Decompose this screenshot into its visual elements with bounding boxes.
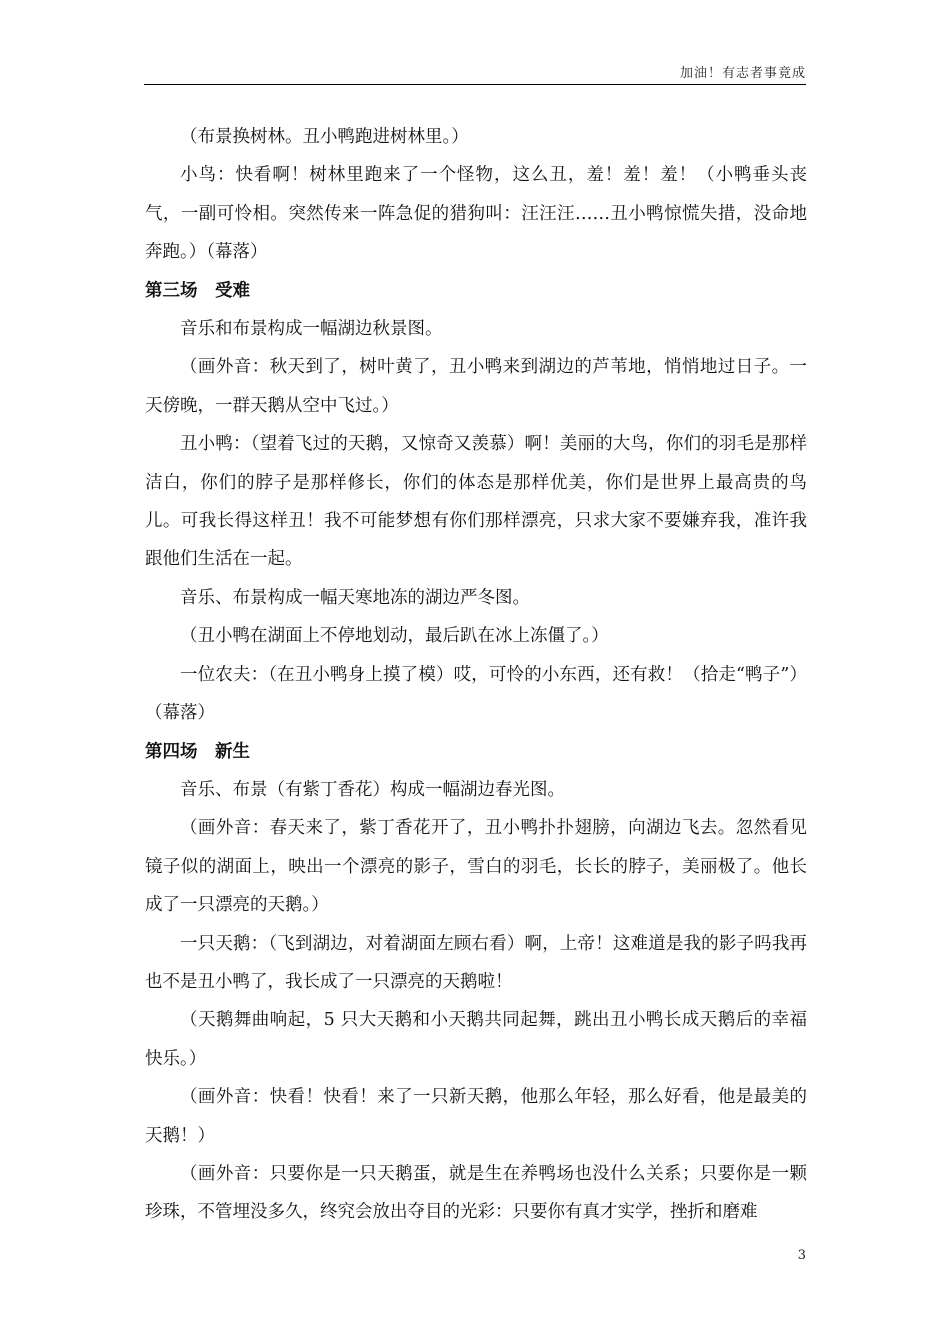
paragraph: （布景换树林。丑小鸭跑进树林里。） — [180, 127, 469, 147]
paragraph: （画外音：快看！快看！来了一只新天鹅，他那么年轻，那么好看，他是最美的天鹅！） — [145, 1087, 807, 1146]
header-motto: 加油！有志者事竟成 — [679, 66, 806, 81]
scene-heading-3: 第三场 受难 — [145, 280, 250, 301]
page-number: 3 — [797, 1248, 806, 1263]
paragraph: （丑小鸭在湖面上不停地划动，最后趴在冰上冻僵了。） — [180, 626, 609, 647]
paragraph: 音乐、布景构成一幅天寒地冻的湖边严冬图。 — [180, 587, 530, 608]
paragraph: （画外音：只要你是一只天鹅蛋，就是生在养鸭场也没什么关系；只要你是一颗珍珠，不管埋没多久，终究会放出夺目的光彩：只要你有真才实学，挫折和磨难 — [145, 1163, 807, 1223]
paragraph: 音乐、布景（有紫丁香花）构成一幅湖边春光图。 — [180, 779, 565, 800]
paragraph: （画外音：春天来了，紫丁香花开了，丑小鸭扑扑翅膀，向湖边飞去。忽然看见镜子似的湖面上，映出一个漂亮的影子，雪白的羽毛，长长的脖子，美丽极了。他长成了一只漂亮的天鹅。） — [145, 818, 807, 916]
paragraph: （天鹅舞曲响起，5 只大天鹅和小天鹅共同起舞，跳出丑小鸭长成天鹅后的幸福快乐。） — [145, 1010, 807, 1069]
paragraph: 一只天鹅：（飞到湖边，对着湖面左顾右看）啊，上帝！这难道是我的影子吗我再也不是丑小鸭了，我长成了一只漂亮的天鹅啦！ — [145, 933, 807, 992]
paragraph: 丑小鸭：（望着飞过的天鹅，又惊奇又羡慕）啊！美丽的大鸟，你们的羽毛是那样洁白，你们的脖子是那样修长，你们的体态是那样优美，你们是世界上最高贵的鸟儿。可我长得这样丑！我不可能梦想有你们那样漂亮，只求大家不要嫌弃我，准许我跟他们生活在一起。 — [145, 434, 807, 570]
paragraph: 音乐和布景构成一幅湖边秋景图。 — [180, 319, 443, 340]
paragraph: 一位农夫：（在丑小鸭身上摸了模）哎，可怜的小东西，还有救！（拾走“鸭子”）（幕落） — [145, 664, 807, 724]
scene-heading-4: 第四场 新生 — [145, 741, 250, 762]
document-body — [145, 118, 807, 1232]
header-divider — [144, 84, 806, 85]
paragraph: （画外音：秋天到了，树叶黄了，丑小鸭来到湖边的芦苇地，悄悄地过日子。一天傍晚，一群天鹅从空中飞过。） — [145, 357, 807, 416]
paragraph: 小鸟：快看啊！树林里跑来了一个怪物，这么丑，羞！羞！羞！（小鸭垂头丧气，一副可怜相。突然传来一阵急促的猎狗叫：汪汪汪……丑小鸭惊慌失措，没命地奔跑。）（幕落） — [145, 165, 807, 263]
